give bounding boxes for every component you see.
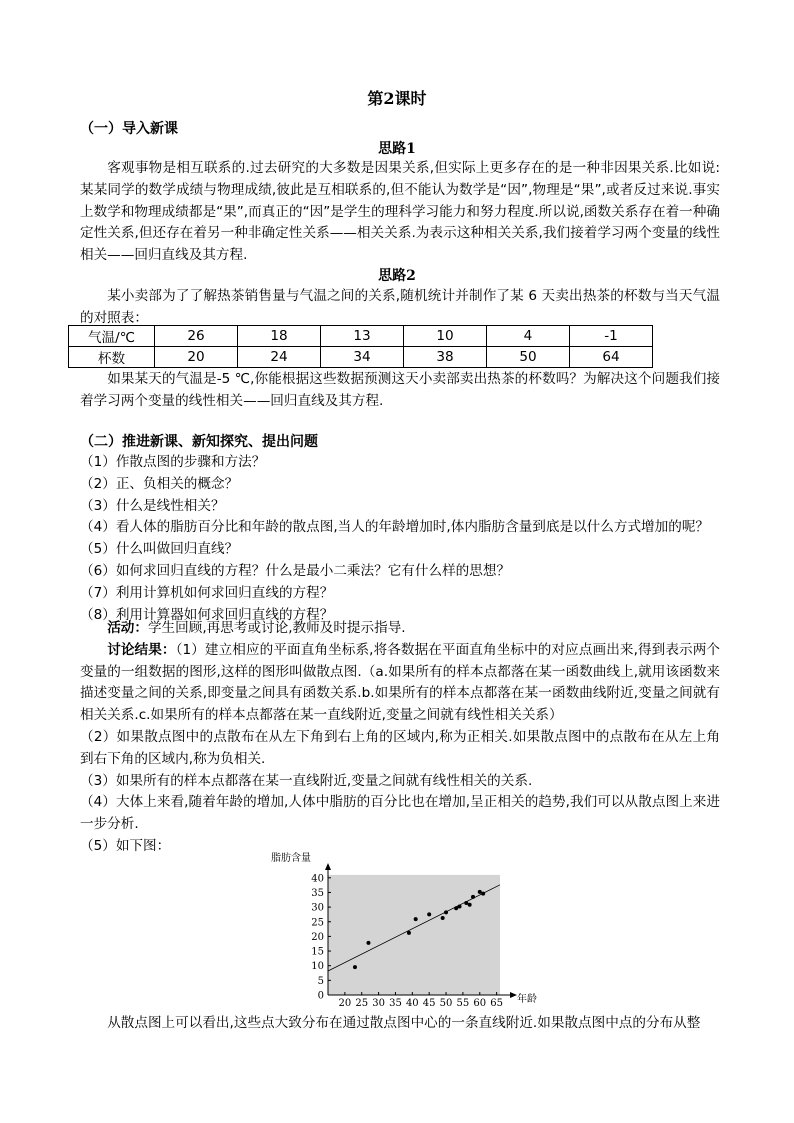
list-item: （8）利用计算器如何求回归直线的方程？ [80,606,334,623]
x-tick-label: 35 [389,998,402,1009]
table-cell: 13 [321,326,404,347]
y-tick-label: 25 [311,917,324,929]
section-heading-intro: （一）导入新课 [80,121,178,137]
idea2-paragraph: 某小卖部为了了解热茶销售量与气温之间的关系,随机统计并制作了某 6 天卖出热茶的杯数与当天气温的对照表： [80,288,720,326]
list-item: （1）作散点图的步骤和方法？ [80,454,266,470]
result-1 [80,640,720,727]
row-header: 杯数 [69,347,155,368]
table-cell: 38 [404,347,487,368]
x-tick-label: 25 [355,998,369,1009]
x-tick-label: 50 [439,998,453,1009]
x-tick-label: 20 [338,998,352,1009]
data-point [478,890,482,894]
result-1-text: （1）建立相应的平面直角坐标系,将各数据在平面直角坐标中的对应点画出来,得到表示两个变量的一组数据的图形,这样的图形叫做散点图.（a.如果所有的样本点都落在某一函数曲线上,就用该函数来描述变量之间的关系,即变量之间具有函数关系.b.如果所有的样本点都落在某一函数曲线附近,变量之间就有相关关系.c.如果所有的样本点都落在某一直线附近,变量之间就有线性相关关系） [80,641,721,724]
y-axis-arrow-icon [325,863,331,870]
idea2-title: 思路2 [378,268,416,284]
x-tick-label: 55 [456,998,470,1009]
y-tick-label: 35 [311,887,324,899]
idea1-title: 思路1 [378,141,416,157]
y-tick-label: 40 [311,873,324,885]
activity-label: 活动： [107,620,148,636]
list-item: （6）如何求回归直线的方程？什么是最小二乘法？它有什么样的思想？ [80,562,511,579]
table-cell: 50 [487,347,570,368]
x-tick-label: 40 [405,998,419,1009]
list-item: （5）什么叫做回归直线？ [80,541,239,558]
table-cell: 24 [238,347,321,368]
data-point [454,906,458,910]
data-point [366,941,370,945]
data-point [407,931,411,935]
scatter-chart [265,848,555,1013]
discussion-block [80,618,720,858]
data-point [464,901,468,905]
x-tick-label: 65 [490,998,503,1009]
x-axis-label: 年龄 [517,994,537,1005]
section-heading-new: （二）推进新课、新知探究、提出问题 [80,434,318,450]
y-tick-label: 10 [311,961,324,973]
idea1-paragraph: 客观事物是相互联系的.过去研究的大多数是因果关系,但实际上更多存在的是一种非因果关系.比如说:某某同学的数学成绩与物理成绩,彼此是互相联系的,但不能认为数学是“因”,物理是“果”,或者反过来说.事实上数学和物理成绩都是“果”,而真正的“因”是学生的理科学习能力和努力程度.所以说,函数关系存在着一种确定性关系,但还存在着另一种非确定性关系——相关关系.为表示这种相关关系,我们接着学习两个变量的线性相关——回归直线及其方程. [80,160,720,264]
table-cell: 18 [238,326,321,347]
y-axis-label: 脂肪含量 [271,853,311,864]
table-row [69,347,653,368]
y-tick-label: 15 [311,946,324,958]
x-axis-arrow-icon [510,992,517,998]
data-point [414,917,418,921]
table-row [69,326,653,347]
x-tick-label: 60 [473,998,487,1009]
list-item: （3）什么是线性相关？ [80,497,225,514]
table-cell: 20 [155,347,238,368]
activity-line [80,618,720,640]
result-3: （3）如果所有的样本点都落在某一直线附近,变量之间就有线性相关的关系. [80,772,533,789]
idea2-followup: 如果某天的气温是-5 ℃,你能根据这些数据预测这天小卖部卖出热茶的杯数吗？为解决这个问题我们接着学习两个变量的线性相关——回归直线及其方程. [80,371,720,409]
closing-paragraph: 从散点图上可以看出,这些点大致分布在通过散点图中心的一条直线附近.如果散点图中点的分布从整 [107,1015,701,1031]
data-point [468,903,472,907]
data-point [441,916,445,920]
list-item: （7）利用计算机如何求回归直线的方程？ [80,584,334,601]
temperature-cups-table [68,325,653,368]
result-label: 讨论结果： [107,641,176,658]
y-tick-label: 30 [311,902,324,914]
result-4: （4）大体上来看,随着年龄的增加,人体中脂肪的百分比也在增加,呈正相关的趋势,我们可以从散点图上来进一步分析. [80,794,720,833]
activity-text: 学生回顾,再思考或讨论,教师及时提示指导. [147,620,406,636]
table-cell: -1 [570,326,653,347]
result-5: （5）如下图： [80,837,171,854]
table-cell: 64 [570,347,653,368]
y-tick-label: 5 [317,975,324,987]
table-cell: 34 [321,347,404,368]
list-item: （4）看人体的脂肪百分比和年龄的散点图,当人的年龄增加时,体内脂肪含量到底是以什么方式增加的呢？ [80,519,710,536]
data-point [353,965,357,969]
data-point [427,912,431,916]
list-item: （2）正、负相关的概念？ [80,475,239,492]
x-tick-label: 30 [372,998,385,1009]
data-point [458,905,462,909]
result-2: （2）如果散点图中的点散布在从左下角到右上角的区域内,称为正相关.如果散点图中的点散布在从左上角到右下角的区域内,称为负相关. [80,728,720,767]
table-cell: 4 [487,326,570,347]
data-point [481,892,485,896]
question-list [80,452,720,626]
data-point [444,910,448,914]
row-header: 气温/℃ [69,326,155,347]
page-title: 第2课时 [367,89,427,108]
table-cell: 10 [404,326,487,347]
plot-background [328,875,500,995]
data-point [471,895,475,899]
y-tick-label: 0 [317,990,324,1002]
x-tick-label: 45 [422,998,436,1009]
table-cell: 26 [155,326,238,347]
y-tick-label: 20 [311,931,324,943]
